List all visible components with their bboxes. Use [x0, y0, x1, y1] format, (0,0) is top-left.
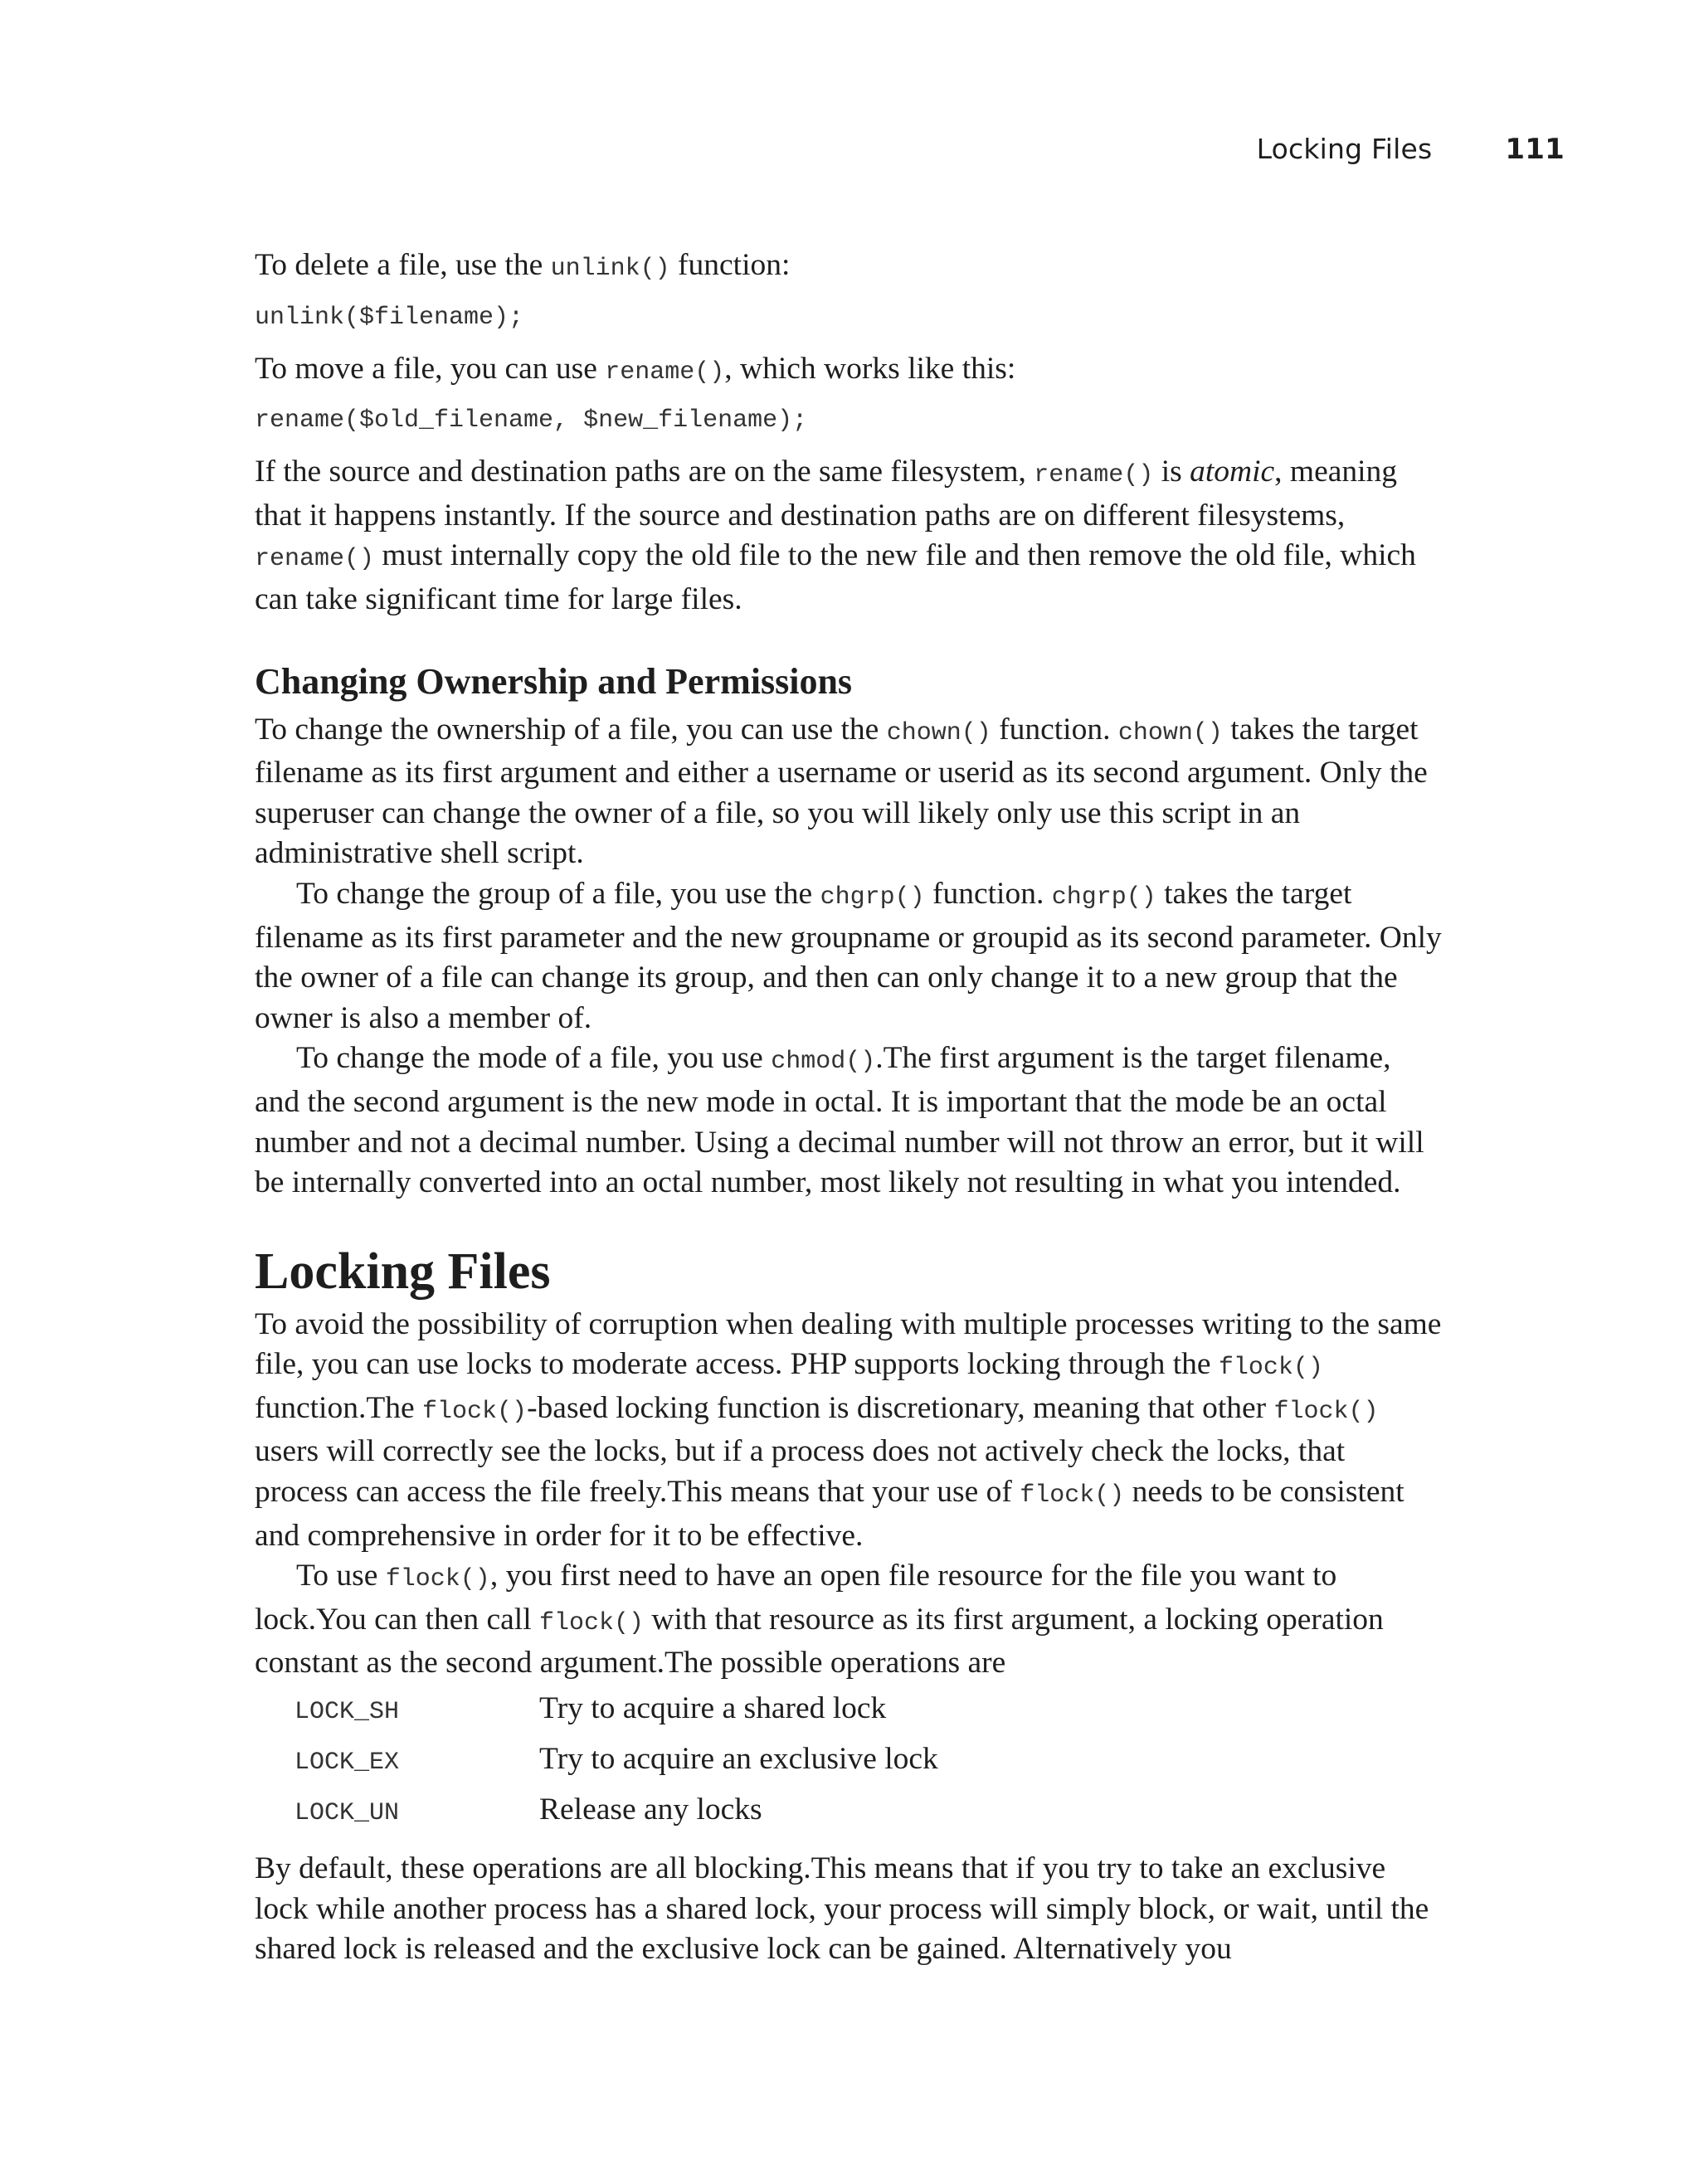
inline-code: flock() [1020, 1481, 1125, 1510]
section-heading-ownership: Changing Ownership and Permissions [255, 660, 853, 702]
page-number: 111 [1505, 133, 1565, 166]
flock-intro-paragraph: To avoid the possibility of corruption when dealing with multiple processes writing to the same file, you can use locks to moderate access. PHP supports locking through the flock() function.The flock()-based locking function is discretionary, meaning that other flock() users will correctly see the locks, but if a process does not actively check the locks, that process can access the file freely.This means that your use of flock() needs to be consistent and comprehensive in order for it to be effective. [255, 1306, 1442, 1553]
chmod-paragraph: To change the mode of a file, you use chmod().The first argument is the target filename, and the second argument is the new mode in octal. It is important that the mode be an octal number and not a decimal number. Using a decimal number will not throw an error, but it will be internally converted into an octal number, most likely not resulting in what you intended. [255, 1041, 1424, 1200]
lock-operation-row [295, 1689, 1443, 1739]
inline-code: flock() [539, 1608, 645, 1637]
chgrp-paragraph: To change the group of a file, you use the chgrp() function. chgrp() takes the target filename as its first parameter and the new groupname or groupid as its second parameter. Only the owner of a file can change its group, and then can only change it to a new group that the owner is also a member of. [255, 876, 1442, 1035]
inline-code: flock() [1218, 1354, 1323, 1383]
chown-paragraph: To change the ownership of a file, you can use the chown() function. chown() takes the target filename as its first argument and either a username or userid as its second argument. Only the superuser can change the owner of a file, so you will likely only use this script in an administrative shell script. [255, 712, 1428, 871]
inline-code: chown() [1117, 718, 1223, 747]
inline-code: flock() [422, 1397, 528, 1426]
delete-paragraph: To delete a file, use the unlink() function: [255, 248, 791, 283]
lock-operation-name: LOCK_EX [295, 1749, 400, 1778]
inline-code: rename() [1034, 461, 1154, 490]
lock-operation-row [295, 1790, 1443, 1841]
inline-code: flock() [1273, 1397, 1379, 1426]
inline-code: flock() [385, 1565, 490, 1594]
page-body [255, 246, 1443, 1970]
inline-code: unlink() [550, 255, 670, 283]
code-example-rename: rename($old_filename, $new_filename); [255, 406, 808, 435]
inline-code: chown() [886, 718, 991, 747]
inline-code: chmod() [771, 1048, 876, 1077]
running-title: Locking Files [1256, 133, 1433, 165]
inline-code: chgrp() [1051, 883, 1156, 912]
code-example-unlink: unlink($filename); [255, 303, 524, 332]
inline-code: rename() [605, 358, 725, 387]
atomic-paragraph: If the source and destination paths are on the same filesystem, rename() is atomic, meaning that it happens instantly. If the source and destination paths are on different filesystems, rename() must internally copy the old file to the new file and then remove the old file, which can take significant time for large files. [255, 455, 1416, 616]
running-head [1257, 133, 1565, 166]
move-paragraph: To move a file, you can use rename(), which works like this: [255, 351, 1016, 387]
lock-operation-description: Try to acquire an exclusive lock [539, 1742, 938, 1777]
flock-usage-paragraph: To use flock(), you first need to have an open file resource for the file you want to lock.You can then call flock() with that resource as its first argument, a locking operation constant as the second argument.The possible operations are [255, 1559, 1384, 1681]
lock-operation-description: Try to acquire a shared lock [539, 1691, 887, 1726]
inline-code: chgrp() [820, 883, 925, 912]
blocking-paragraph: By default, these operations are all blocking.This means that if you try to take an exclusive lock while another process has a shared lock, your process will simply block, or wait, until the shared lock is released and the exclusive lock can be gained. Alternatively you [255, 1851, 1429, 1967]
lock-operation-row [295, 1739, 1443, 1790]
emphasis-atomic: atomic [1190, 455, 1275, 489]
lock-operation-name: LOCK_UN [295, 1799, 400, 1828]
lock-operation-name: LOCK_SH [295, 1698, 400, 1727]
lock-operations-table [295, 1689, 1443, 1841]
section-heading-locking-files: Locking Files [255, 1243, 551, 1300]
lock-operation-description: Release any locks [539, 1792, 762, 1827]
inline-code: rename() [255, 545, 375, 574]
